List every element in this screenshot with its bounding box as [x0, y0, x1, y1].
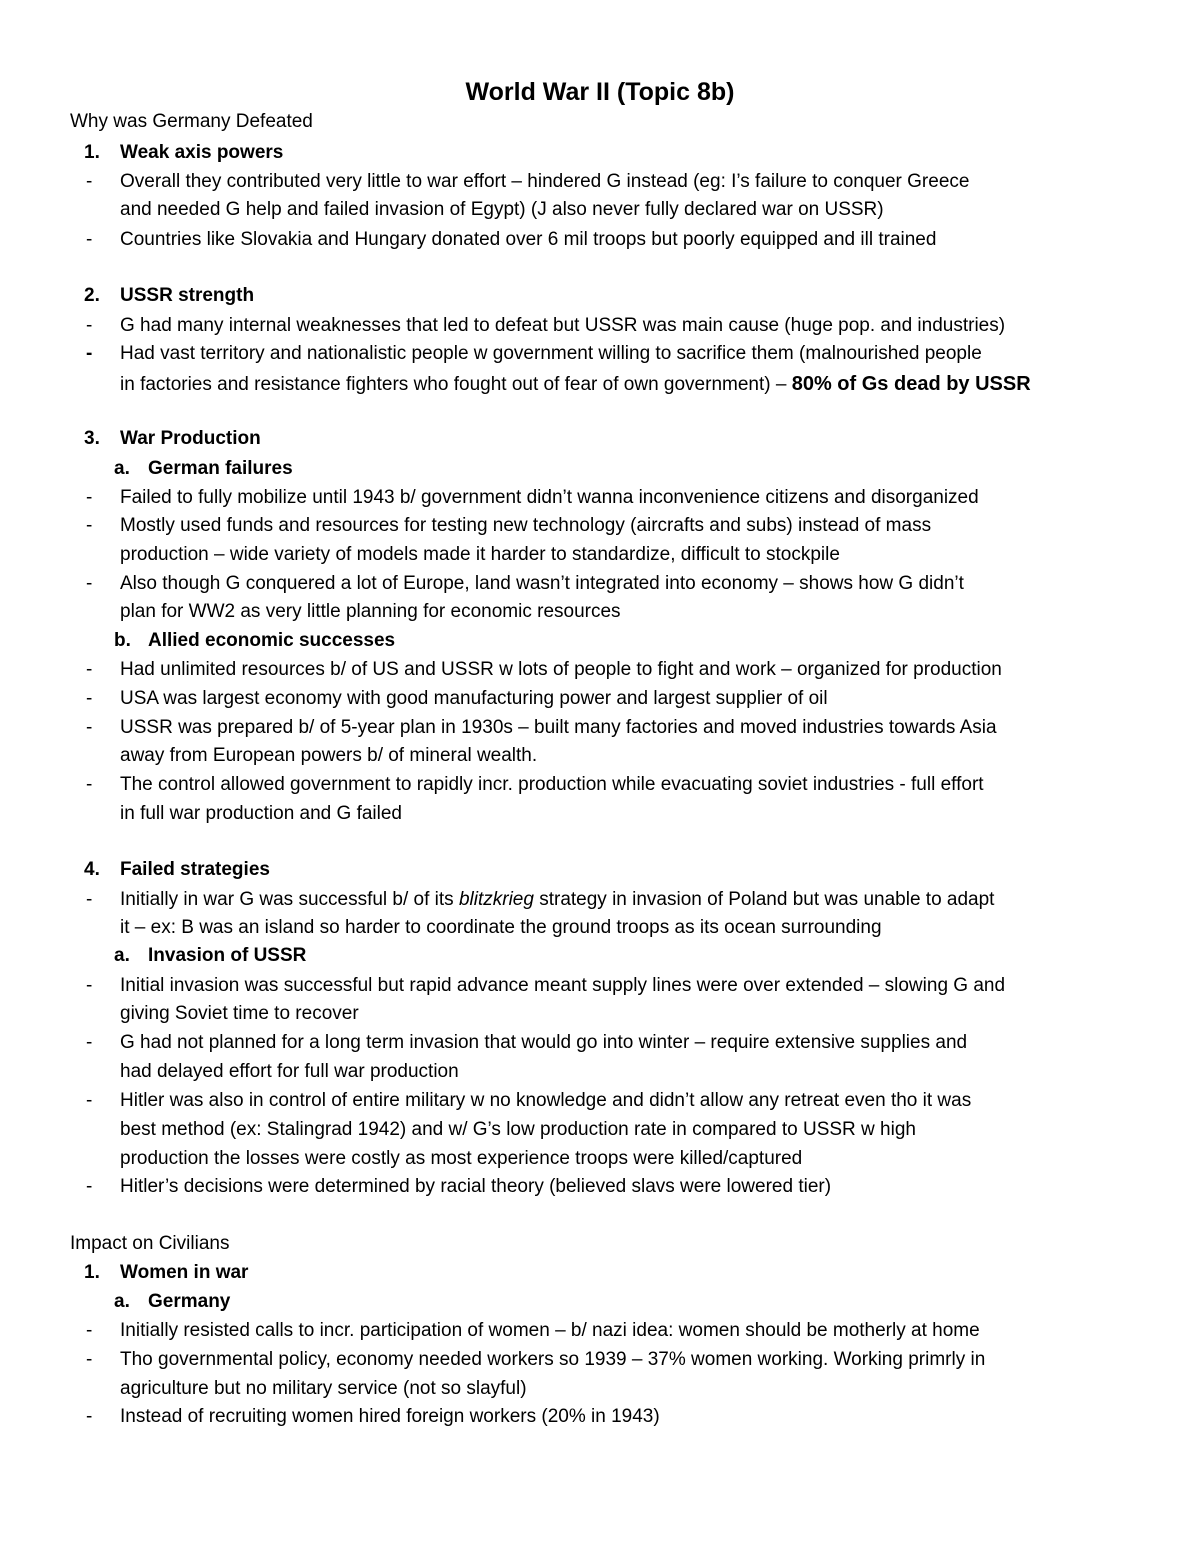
list-heading: Women in war — [120, 1262, 249, 1283]
list-heading: War Production — [120, 428, 261, 449]
bullet-text: Failed to fully mobilize until 1943 b/ government didn’t wanna inconvenience citizens and disorganized — [120, 487, 979, 508]
sub-heading: Allied economic successes — [148, 630, 396, 651]
bullet-text-italic: blitzkrieg — [458, 889, 534, 910]
bullet-text: in full war production and G failed — [120, 803, 402, 824]
list-letter: a. — [114, 458, 130, 479]
bullet-text: Tho governmental policy, economy needed workers so 1939 – 37% women working. Working primrly in — [120, 1349, 986, 1370]
sub-heading: German failures — [148, 458, 293, 479]
section-heading-text: Impact on Civilians — [70, 1233, 230, 1254]
dash-marker: - — [86, 315, 93, 336]
bullet-text: had delayed effort for full war production — [120, 1061, 459, 1082]
list-number: 4. — [84, 859, 100, 880]
dash-marker: - — [86, 1406, 93, 1427]
dash-marker: - — [86, 171, 93, 192]
list-letter: a. — [114, 945, 130, 966]
bullet-text: production – wide variety of models made it harder to standardize, difficult to stockpile — [120, 544, 840, 565]
bullet-text: Also though G conquered a lot of Europe, land wasn’t integrated into economy – shows how G didn’t — [120, 573, 964, 594]
list-heading: Weak axis powers — [120, 142, 284, 163]
bullet-text-emphasis: 80% of Gs dead by USSR — [791, 373, 1031, 395]
dash-marker: - — [86, 688, 93, 709]
bullet-text: plan for WW2 as very little planning for economic resources — [120, 601, 621, 622]
bullet-text: Hitler’s decisions were determined by racial theory (believed slavs were lowered tier) — [120, 1176, 832, 1197]
bullet-text-part: in factories and resistance fighters who fought out of fear of own government) – — [120, 374, 792, 395]
dash-marker: - — [86, 975, 93, 996]
bullet-text: Had vast territory and nationalistic people w government willing to sacrifice them (malnourished people — [120, 343, 982, 364]
list-number: 1. — [84, 142, 100, 163]
bullet-text: away from European powers b/ of mineral wealth. — [120, 745, 538, 766]
bullet-text: giving Soviet time to recover — [120, 1003, 359, 1024]
sub-heading: Invasion of USSR — [148, 945, 307, 966]
list-letter: b. — [114, 630, 131, 651]
bullet-text: best method (ex: Stalingrad 1942) and w/ G’s low production rate in compared to USSR w high — [120, 1119, 916, 1140]
dash-marker: - — [86, 229, 93, 250]
dash-marker: - — [86, 1176, 93, 1197]
bullet-text: USA was largest economy with good manufacturing power and largest supplier of oil — [120, 688, 828, 709]
bullet-text: G had many internal weaknesses that led to defeat but USSR was main cause (huge pop. and industries) — [120, 315, 1006, 336]
bullet-text: Had unlimited resources b/ of US and USSR w lots of people to fight and work – organized for production — [120, 659, 1002, 680]
bullet-text: production the losses were costly as most experience troops were killed/captured — [120, 1148, 803, 1169]
bullet-text: Countries like Slovakia and Hungary donated over 6 mil troops but poorly equipped and ill trained — [120, 229, 937, 250]
dash-marker: - — [86, 487, 93, 508]
dash-marker: - — [86, 573, 93, 594]
list-heading: USSR strength — [120, 285, 255, 306]
bullet-text: it – ex: B was an island so harder to coordinate the ground troops as its ocean surrounding — [120, 917, 882, 938]
bullet-text: Initial invasion was successful but rapid advance meant supply lines were over extended – slowing G and — [120, 975, 1006, 996]
bullet-text: and needed G help and failed invasion of Egypt) (J also never fully declared war on USSR) — [120, 199, 884, 220]
dash-marker: - — [86, 889, 93, 910]
list-number: 1. — [84, 1262, 100, 1283]
dash-marker: - — [86, 515, 93, 536]
dash-marker: - — [86, 343, 93, 364]
bullet-text: G had not planned for a long term invasion that would go into winter – require extensive supplies and — [120, 1032, 968, 1053]
bullet-text — [120, 888, 994, 912]
bullet-text-part: Initially in war G was successful b/ of its — [120, 889, 459, 910]
dash-marker: - — [86, 659, 93, 680]
list-number: 2. — [84, 285, 100, 306]
list-heading: Failed strategies — [120, 859, 270, 880]
list-number: 3. — [84, 428, 100, 449]
section-heading-text: Why was Germany Defeated — [70, 111, 313, 132]
dash-marker: - — [86, 1090, 93, 1111]
bullet-text: The control allowed government to rapidly incr. production while evacuating soviet industries - full effort — [120, 774, 984, 795]
dash-marker: - — [86, 1032, 93, 1053]
dash-marker: - — [86, 774, 93, 795]
page-title: World War II (Topic 8b) — [465, 78, 735, 106]
sub-heading: Germany — [148, 1291, 231, 1312]
bullet-text: Overall they contributed very little to war effort – hindered G instead (eg: I’s failure to conquer Greece — [120, 171, 970, 192]
bullet-text: Initially resisted calls to incr. participation of women – b/ nazi idea: women should be motherly at home — [120, 1320, 980, 1341]
bullet-text: USSR was prepared b/ of 5-year plan in 1930s – built many factories and moved industries towards Asia — [120, 717, 997, 738]
dash-marker: - — [86, 717, 93, 738]
list-letter: a. — [114, 1291, 130, 1312]
bullet-text-part: strategy in invasion of Poland but was unable to adapt — [533, 889, 995, 910]
bullet-text: Mostly used funds and resources for testing new technology (aircrafts and subs) instead of mass — [120, 515, 932, 536]
dash-marker: - — [86, 1320, 93, 1341]
bullet-text — [120, 372, 1031, 397]
bullet-text: Hitler was also in control of entire military w no knowledge and didn’t allow any retreat even tho it was — [120, 1090, 972, 1111]
bullet-text: Instead of recruiting women hired foreign workers (20% in 1943) — [120, 1406, 660, 1427]
dash-marker: - — [86, 1349, 93, 1370]
bullet-text: agriculture but no military service (not so slayful) — [120, 1378, 527, 1399]
